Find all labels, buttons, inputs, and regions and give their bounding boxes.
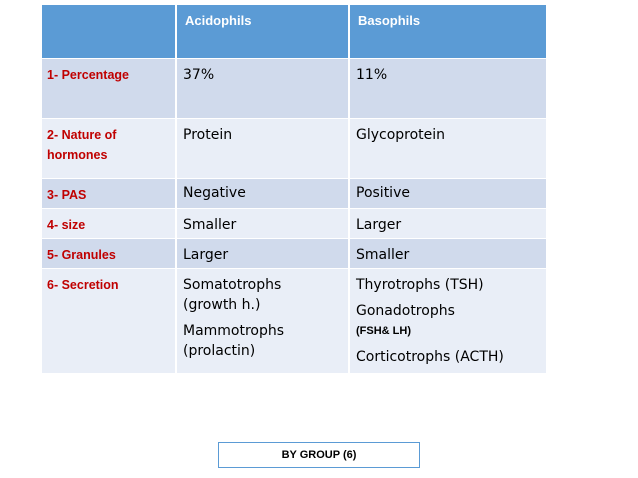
- basophils-secretion: [350, 269, 546, 374]
- basophils-pas: Positive: [350, 179, 546, 209]
- basophils-granules: Smaller: [350, 239, 546, 269]
- table-row: [42, 269, 546, 374]
- table-row: [42, 119, 546, 179]
- baso-secretion-line4: Corticotrophs (ACTH): [356, 349, 504, 365]
- acidophils-pas: Negative: [177, 179, 350, 209]
- acidophils-nature: Protein: [177, 119, 350, 179]
- table-row: [42, 209, 546, 239]
- acid-secretion-line3: Mammotrophs: [183, 323, 285, 339]
- baso-secretion-line3: (FSH& LH): [356, 325, 411, 337]
- row-label-pas: 3- PAS: [42, 179, 177, 209]
- comparison-table: [42, 5, 546, 374]
- row-label-granules: 5- Granules: [42, 239, 177, 269]
- row-label-nature-line2: hormones: [47, 148, 108, 162]
- row-label-nature: [42, 119, 177, 179]
- acidophils-size: Smaller: [177, 209, 350, 239]
- basophils-percentage: 11%: [350, 59, 546, 119]
- table-row: [42, 239, 546, 269]
- basophils-size: Larger: [350, 209, 546, 239]
- acidophils-secretion: [177, 269, 350, 374]
- table-row: [42, 179, 546, 209]
- baso-secretion-line1: Thyrotrophs (TSH): [356, 277, 484, 293]
- header-acidophils: Acidophils: [177, 5, 350, 59]
- footer-group-label: BY GROUP (6): [218, 442, 420, 468]
- row-label-nature-line1: 2- Nature of: [47, 128, 117, 142]
- table-row: [42, 59, 546, 119]
- acidophils-granules: Larger: [177, 239, 350, 269]
- header-basophils: Basophils: [350, 5, 546, 59]
- basophils-nature: Glycoprotein: [350, 119, 546, 179]
- row-label-percentage: 1- Percentage: [42, 59, 177, 119]
- baso-secretion-line2: Gonadotrophs: [356, 303, 455, 319]
- acidophils-percentage: 37%: [177, 59, 350, 119]
- acid-secretion-line1: Somatotrophs: [183, 277, 282, 293]
- acid-secretion-line4: (prolactin): [183, 343, 256, 359]
- header-empty-cell: [42, 5, 177, 59]
- acid-secretion-line2: (growth h.): [183, 297, 261, 313]
- row-label-secretion: 6- Secretion: [42, 269, 177, 374]
- header-row: [42, 5, 546, 59]
- row-label-size: 4- size: [42, 209, 177, 239]
